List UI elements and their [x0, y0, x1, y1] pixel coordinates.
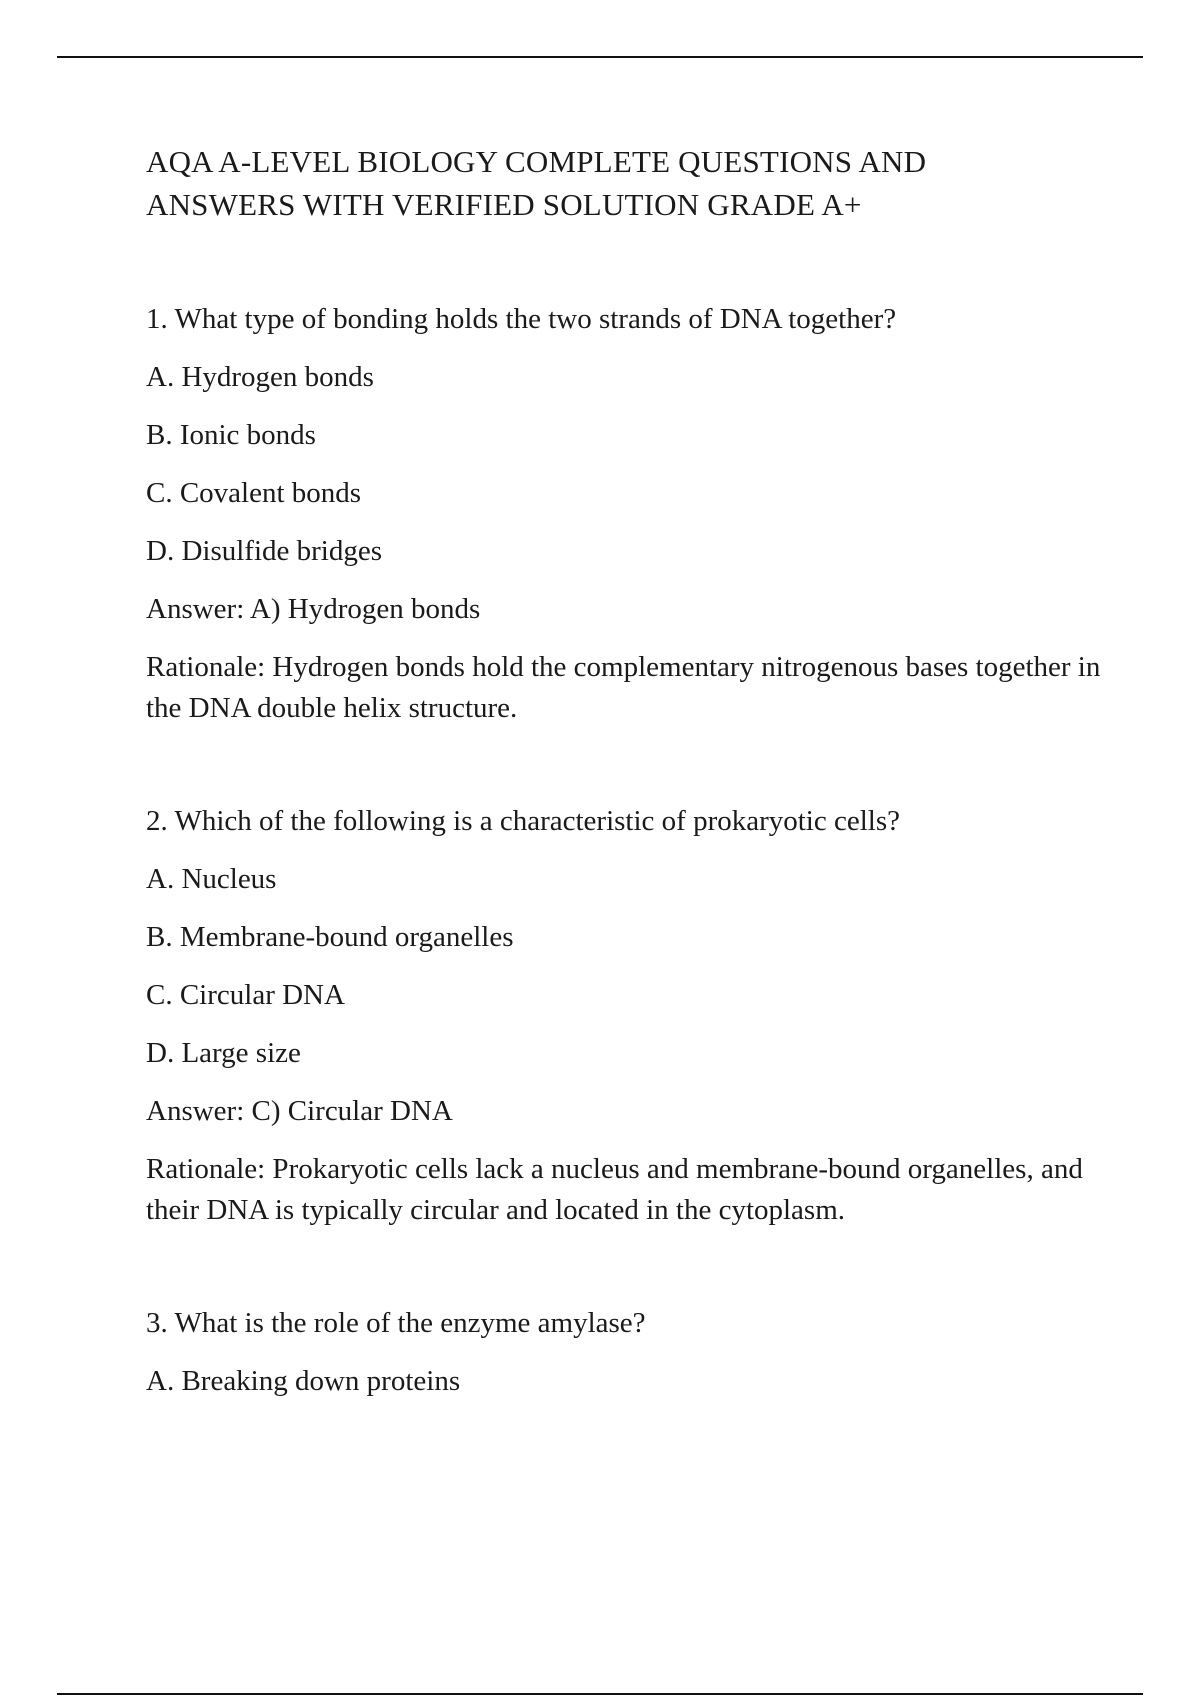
question-3 — [146, 1303, 1106, 1402]
question-answer: Answer: A) Hydrogen bonds — [146, 593, 481, 625]
document-title — [146, 140, 1106, 226]
question-option-d: D. Disulfide bridges — [146, 535, 382, 567]
question-option-b: B. Membrane-bound organelles — [146, 921, 514, 953]
question-option-a: A. Hydrogen bonds — [146, 361, 374, 393]
question-option-c: C. Circular DNA — [146, 979, 345, 1011]
question-option-b: B. Ionic bonds — [146, 419, 316, 451]
question-answer: Answer: C) Circular DNA — [146, 1095, 453, 1127]
question-prompt: 2. Which of the following is a characteristic of prokaryotic cells? — [146, 805, 900, 837]
question-option-c: C. Covalent bonds — [146, 477, 362, 509]
question-prompt: 3. What is the role of the enzyme amylase? — [146, 1307, 646, 1339]
question-2 — [146, 801, 1106, 1231]
question-option-a: A. Breaking down proteins — [146, 1365, 461, 1397]
question-rationale: Rationale: Prokaryotic cells lack a nucleus and membrane-bound organelles, and their DNA is typically circular and located in the cytoplasm. — [146, 1153, 1083, 1226]
document-title-line-2: ANSWERS WITH VERIFIED SOLUTION GRADE A+ — [146, 187, 862, 222]
top-rule — [57, 56, 1143, 58]
document-body — [146, 140, 1106, 1419]
bottom-rule — [57, 1693, 1143, 1695]
question-rationale: Rationale: Hydrogen bonds hold the complementary nitrogenous bases together in the DNA double helix structure. — [146, 651, 1101, 724]
document-title-line-1: AQA A-LEVEL BIOLOGY COMPLETE QUESTIONS AND — [146, 144, 927, 179]
question-option-a: A. Nucleus — [146, 863, 277, 895]
question-1 — [146, 299, 1106, 729]
question-prompt: 1. What type of bonding holds the two strands of DNA together? — [146, 303, 897, 335]
question-option-d: D. Large size — [146, 1037, 301, 1069]
